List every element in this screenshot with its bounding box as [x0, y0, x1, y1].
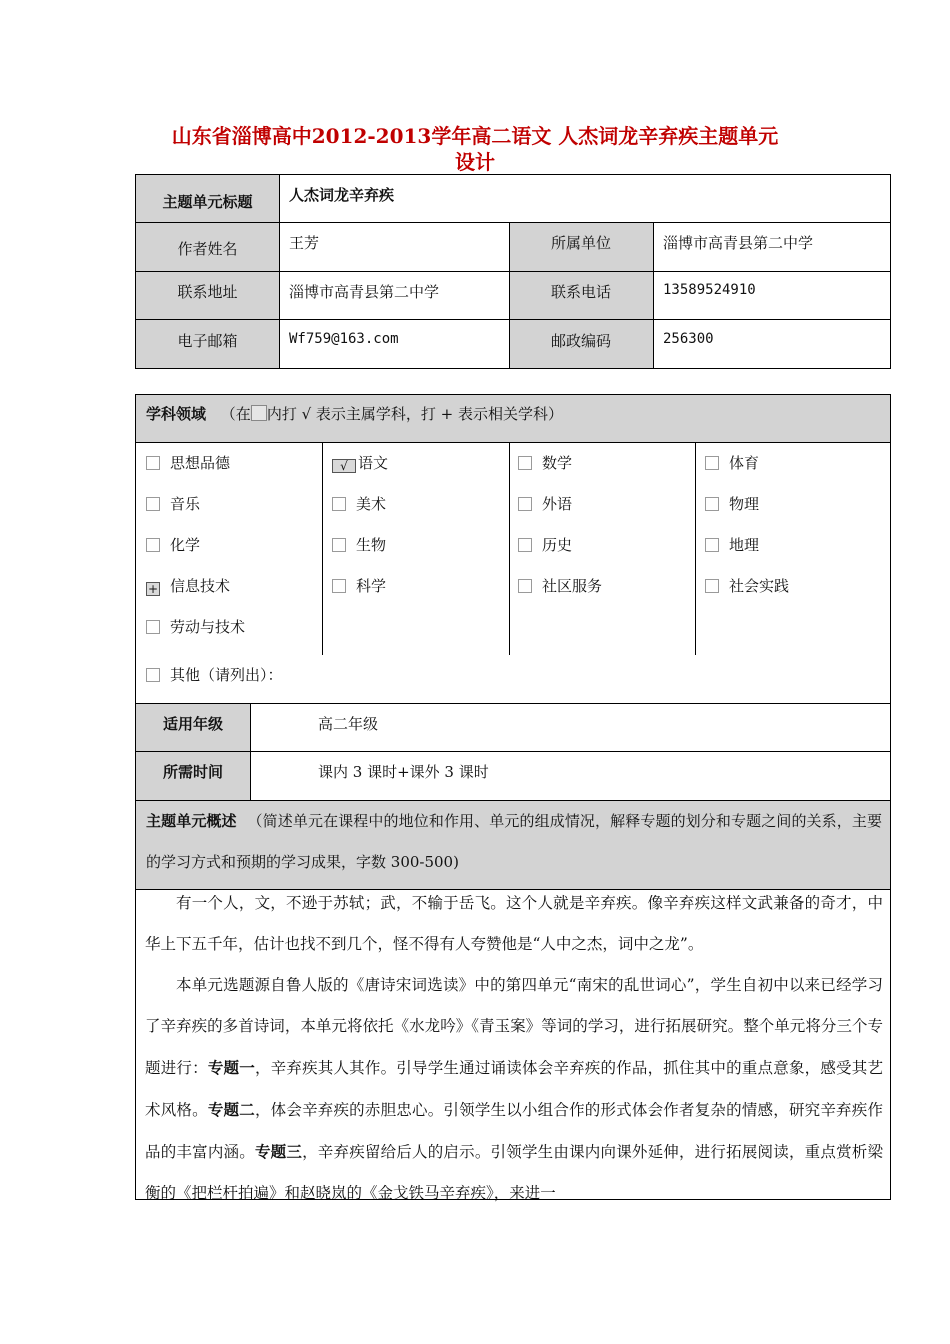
subject-option[interactable]	[332, 452, 388, 473]
subject-label: 社会实践	[729, 577, 790, 595]
subject-option[interactable]	[146, 575, 230, 596]
subject-option[interactable]	[146, 616, 245, 637]
divider	[695, 443, 696, 655]
unit-label: 所属单位	[550, 234, 611, 252]
address-value: 淄博市高青县第二中学	[289, 283, 440, 301]
checkbox-check-icon[interactable]: √	[332, 459, 356, 473]
checkbox-icon[interactable]	[518, 538, 532, 552]
subject-option[interactable]	[705, 493, 759, 514]
checkbox-icon[interactable]	[146, 497, 160, 511]
checkbox-icon[interactable]	[146, 620, 160, 634]
subject-label: 思想品德	[170, 454, 231, 472]
theme-label: 主题单元标题	[162, 193, 253, 211]
subject-label: 地理	[729, 536, 760, 554]
subject-option[interactable]	[705, 575, 789, 596]
topic-2-label: 专题二	[207, 1100, 255, 1119]
unit-value: 淄博市高青县第二中学	[663, 234, 814, 252]
overview-paragraph-1: 有一个人，文，不逊于苏轼；武，不输于岳飞。这个人就是辛弃疾。像辛弃疾这样文武兼备的奇才，中华上下五千年，估计也找不到几个，怪不得有人夸赞他是“人中之杰，词中之龙”。	[145, 894, 883, 953]
info-table	[135, 174, 891, 369]
checkbox-icon[interactable]	[146, 538, 160, 552]
subject-label: 语文	[358, 454, 389, 472]
subject-option[interactable]	[518, 575, 602, 596]
subject-option[interactable]	[146, 534, 200, 555]
subject-option[interactable]	[705, 534, 759, 555]
overview-paragraph-2: 本单元选题源自鲁人版的《唐诗宋词选读》中的第四单元“南宋的乱世词心”，学生自初中以来已经学习了辛弃疾的多首诗词，本单元将依托《水龙吟》《青玉案》等词的学习，进行拓展研究。整个单元将分三个专题进行：专题一，辛弃疾其人其作。引导学生通过诵读体会辛弃疾的作品，抓住其中的重点意象，感受其艺术风格。专题二，体会辛弃疾的赤胆忠心。引领学生以小组合作的形式体会作者复杂的情感，研究辛弃疾作品的丰富内涵。专题三，辛弃疾留给后人的启示。引领学生由课内向课外延伸，进行拓展阅读，重点赏析梁衡的《把栏杆拍遍》和赵晓岚的《金戈铁马辛弃疾》，来进一	[145, 976, 883, 1202]
title-line-1: 山东省淄博高中2012-2013学年高二语文 人杰词龙辛弃疾主题单元	[171, 124, 779, 148]
checkbox-icon[interactable]	[332, 538, 346, 552]
divider	[136, 271, 890, 272]
checkbox-icon[interactable]	[705, 538, 719, 552]
subject-option[interactable]	[146, 493, 200, 514]
document-title	[135, 123, 815, 175]
divider	[136, 319, 890, 320]
overview-note: （简述单元在课程中的地位和作用、单元的组成情况，解释专题的划分和专题之间的关系，主要的学习方式和预期的学习成果，字数 300-500)	[146, 812, 882, 871]
subject-option[interactable]	[705, 452, 759, 473]
time-label: 所需时间	[162, 763, 223, 781]
overview-header-text	[146, 801, 882, 883]
checkbox-icon[interactable]	[518, 497, 532, 511]
checkbox-icon[interactable]	[705, 456, 719, 470]
subject-header-note-b: 内打 √ 表示主属学科，打 + 表示相关学科）	[266, 405, 564, 423]
subject-option[interactable]	[332, 534, 386, 555]
postcode-value: 256300	[663, 331, 714, 347]
email-label: 电子邮箱	[177, 332, 238, 350]
checkbox-icon[interactable]	[518, 456, 532, 470]
overview-label: 主题单元概述	[146, 812, 237, 830]
subject-header-label: 学科领域	[146, 405, 207, 423]
subject-label: 数学	[542, 454, 573, 472]
grade-value: 高二年级	[318, 715, 379, 733]
subject-header-note-a: （在	[220, 405, 251, 423]
subject-label: 历史	[542, 536, 573, 554]
author-label: 作者姓名	[177, 240, 238, 258]
subject-other[interactable]	[146, 664, 283, 685]
subject-option[interactable]	[518, 534, 572, 555]
divider	[136, 222, 890, 223]
subject-option[interactable]	[146, 452, 230, 473]
postcode-label: 邮政编码	[550, 332, 611, 350]
overview-body	[145, 883, 883, 1214]
divider	[250, 704, 251, 800]
subject-label: 体育	[729, 454, 760, 472]
checkbox-icon[interactable]	[705, 579, 719, 593]
subject-label: 化学	[170, 536, 201, 554]
topic-3-label: 专题三	[254, 1142, 303, 1161]
checkbox-icon[interactable]	[332, 497, 346, 511]
subject-option[interactable]	[332, 493, 386, 514]
checkbox-icon[interactable]	[705, 497, 719, 511]
checkbox-plus-icon[interactable]: +	[147, 582, 159, 596]
address-label: 联系地址	[177, 283, 238, 301]
subject-header-text	[146, 403, 563, 424]
phone-value: 13589524910	[663, 282, 756, 298]
title-line-2: 设计	[455, 150, 495, 174]
subject-label: 外语	[542, 495, 573, 513]
subject-option[interactable]	[332, 575, 386, 596]
divider	[509, 443, 510, 655]
subject-label: 生物	[356, 536, 387, 554]
subject-label: 美术	[356, 495, 387, 513]
divider	[653, 223, 654, 368]
author-value: 王芳	[289, 234, 320, 252]
subject-option[interactable]	[518, 493, 572, 514]
checkbox-icon[interactable]	[332, 579, 346, 593]
checkbox-icon[interactable]	[146, 456, 160, 470]
subject-label: 劳动与技术	[170, 618, 246, 636]
checkbox-sample-icon	[251, 405, 267, 421]
topic-1-label: 专题一	[207, 1058, 255, 1077]
divider	[322, 443, 323, 655]
divider	[279, 175, 280, 368]
theme-value: 人杰词龙辛弃疾	[289, 186, 395, 204]
checkbox-icon[interactable]	[146, 668, 160, 682]
subject-option[interactable]	[518, 452, 572, 473]
phone-label: 联系电话	[550, 283, 611, 301]
checkbox-icon[interactable]	[518, 579, 532, 593]
divider	[136, 442, 890, 443]
subject-label: 信息技术	[170, 577, 231, 595]
time-value: 课内 3 课时+课外 3 课时	[318, 763, 489, 781]
subject-label: 音乐	[170, 495, 201, 513]
email-value: Wf759@163.com	[289, 331, 399, 347]
grade-label: 适用年级	[162, 715, 223, 733]
subject-label: 物理	[729, 495, 760, 513]
subject-label: 社区服务	[542, 577, 603, 595]
subject-label: 科学	[356, 577, 387, 595]
other-label: 其他（请列出）：	[170, 666, 283, 684]
